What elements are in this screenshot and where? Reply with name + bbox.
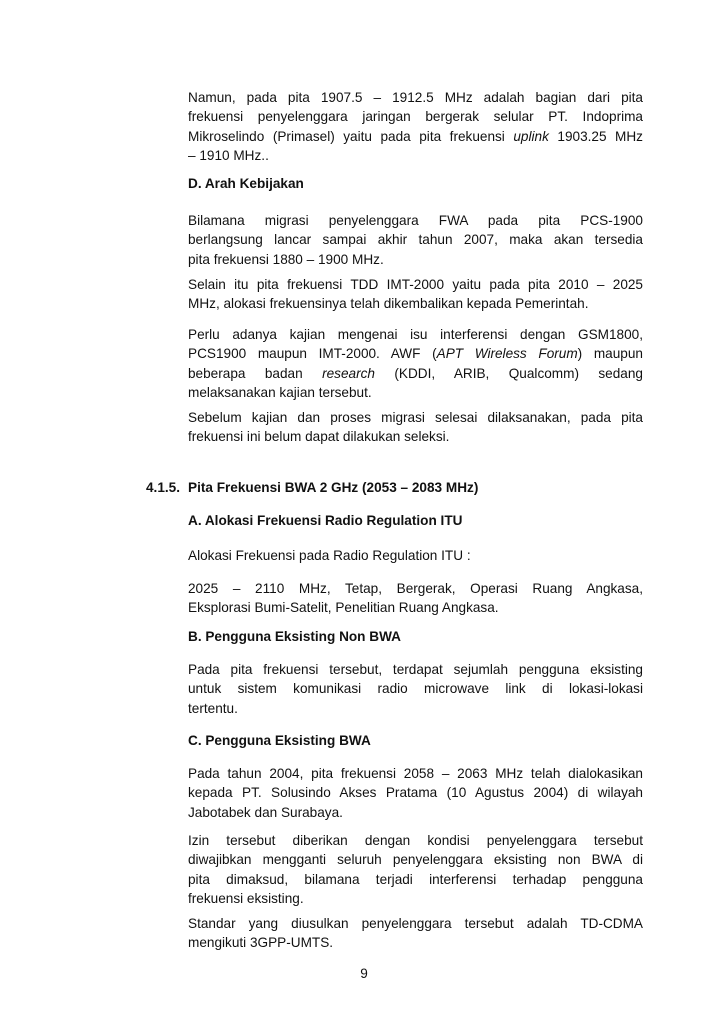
paragraph-alokasi-intro: Alokasi Frekuensi pada Radio Regulation ITU : xyxy=(188,548,471,563)
section-heading xyxy=(146,478,478,497)
text-fragment: 1903.25 MHz xyxy=(548,128,643,144)
text-line: Namun, pada pita 1907.5 – 1912.5 MHz adalah bagian dari pita xyxy=(188,90,643,105)
text-fragment: beberapa badan xyxy=(188,365,323,381)
text-fragment: Mikroselindo (Primasel) yaitu pada pita frekuensi xyxy=(188,128,514,144)
text-line xyxy=(188,364,643,383)
heading-bwa: C. Pengguna Eksisting BWA xyxy=(188,733,371,748)
text-line: – 1910 MHz.. xyxy=(188,147,269,163)
paragraph-migrasi xyxy=(188,211,643,269)
paragraph-kajian xyxy=(188,325,643,402)
paragraph-seleksi xyxy=(188,408,643,447)
heading-alokasi: A. Alokasi Frekuensi Radio Regulation ITU xyxy=(188,513,463,528)
text-line: frekuensi penyelenggara jaringan bergerak selular PT. Indoprima xyxy=(188,109,643,125)
text-line xyxy=(188,127,643,146)
page-number: 9 xyxy=(360,966,368,981)
text-line: kepada PT. Solusindo Akses Pratama (10 Agustus 2004) di wilayah xyxy=(188,785,643,801)
paragraph-izin xyxy=(188,831,643,908)
text-line: melaksanakan kajian tersebut. xyxy=(188,384,372,400)
text-line: Pada tahun 2004, pita frekuensi 2058 – 2063 MHz telah dialokasikan xyxy=(188,766,643,781)
heading-arah-kebijakan: D. Arah Kebijakan xyxy=(188,176,304,191)
text-line: Bilamana migrasi penyelenggara FWA pada pita PCS-1900 xyxy=(188,213,643,228)
heading-non-bwa: B. Pengguna Eksisting Non BWA xyxy=(188,629,401,644)
section-title: Pita Frekuensi BWA 2 GHz (2053 – 2083 MHz) xyxy=(188,480,479,495)
italic-term: research xyxy=(322,365,375,381)
text-line: MHz, alokasi frekuensinya telah dikembalikan kepada Pemerintah. xyxy=(188,296,589,312)
text-fragment: PCS1900 maupun IMT-2000. AWF ( xyxy=(188,346,437,362)
italic-term: APT Wireless Forum xyxy=(436,346,578,362)
section-number: 4.1.5. xyxy=(146,480,181,495)
paragraph-standar xyxy=(188,914,643,953)
paragraph-alokasi-list xyxy=(188,579,643,618)
text-line: pita dimaksud, bilamana terjadi interferensi terhadap pengguna xyxy=(188,871,643,887)
text-line: Eksplorasi Bumi-Satelit, Penelitian Ruang Angkasa. xyxy=(188,600,499,616)
text-line: Perlu adanya kajian mengenai isu interferensi dengan GSM1800, xyxy=(188,327,643,342)
italic-term: uplink xyxy=(513,128,549,144)
paragraph-primasel xyxy=(188,88,643,165)
text-fragment: ) maupun xyxy=(577,346,643,362)
text-line: frekuensi ini belum dapat dilakukan seleksi. xyxy=(188,429,450,445)
text-line: mengikuti 3GPP-UMTS. xyxy=(188,935,334,951)
text-line: Jabotabek dan Surabaya. xyxy=(188,804,343,820)
text-line: 2025 – 2110 MHz, Tetap, Bergerak, Operasi Ruang Angkasa, xyxy=(188,581,643,596)
text-line: pita frekuensi 1880 – 1900 MHz. xyxy=(188,251,384,267)
text-line: tertentu. xyxy=(188,700,238,716)
paragraph-non-bwa xyxy=(188,660,643,718)
text-line: Standar yang diusulkan penyelenggara tersebut adalah TD-CDMA xyxy=(188,916,643,931)
text-line: untuk sistem komunikasi radio microwave link di lokasi-lokasi xyxy=(188,681,643,697)
text-line: Izin tersebut diberikan dengan kondisi penyelenggara tersebut xyxy=(188,833,643,848)
text-line: Sebelum kajian dan proses migrasi selesai dilaksanakan, pada pita xyxy=(188,410,643,425)
text-line: frekuensi eksisting. xyxy=(188,890,304,906)
text-line: diwajibkan mengganti seluruh penyelenggara eksisting non BWA di xyxy=(188,852,643,868)
text-line xyxy=(188,344,643,363)
paragraph-tdd xyxy=(188,275,643,314)
text-line: Pada pita frekuensi tersebut, terdapat sejumlah pengguna eksisting xyxy=(188,662,643,677)
text-fragment: (KDDI, ARIB, Qualcomm) sedang xyxy=(374,365,643,381)
paragraph-solusindo xyxy=(188,764,643,822)
text-line: Selain itu pita frekuensi TDD IMT-2000 yaitu pada pita 2010 – 2025 xyxy=(188,277,643,292)
text-line: berlangsung lancar sampai akhir tahun 2007, maka akan tersedia xyxy=(188,232,643,248)
